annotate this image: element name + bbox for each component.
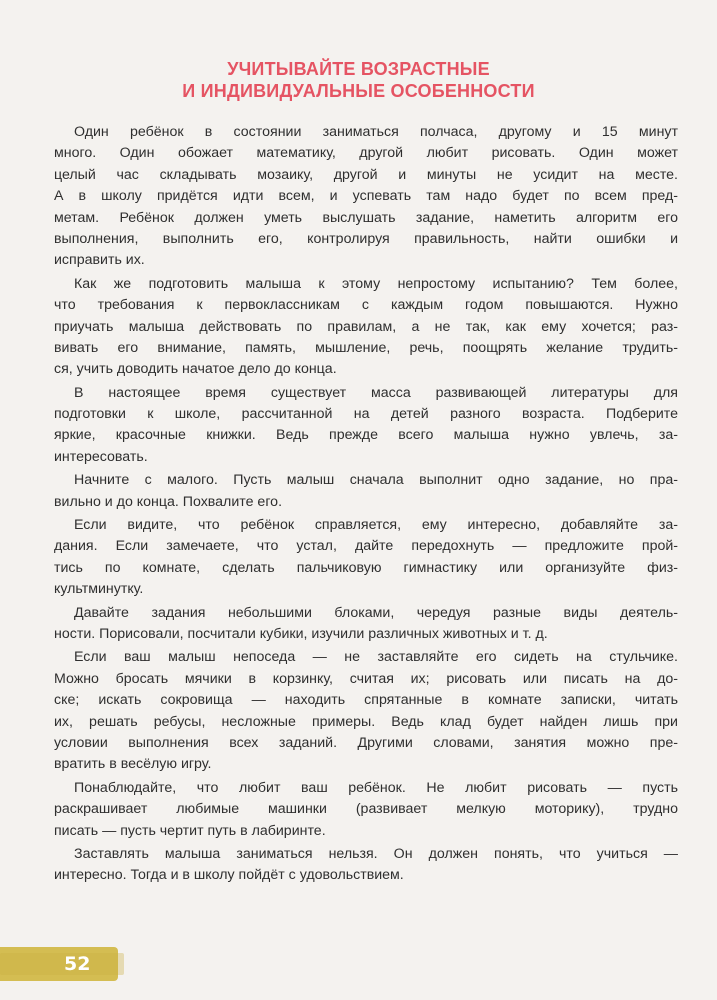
paragraph [54, 778, 678, 842]
text-line: ске; искать сокровища — находить спрятанные в комнате записки, читать [54, 692, 678, 709]
text-line: условии выполнения всех заданий. Другими словами, занятия можно пре- [54, 734, 678, 751]
text-line: выполнения, выполнить его, контролируя правильность, найти ошибки и [54, 230, 678, 247]
text-line: исправить их. [54, 252, 145, 269]
text-line: Давайте задания небольшими блоками, чередуя разные виды деятель- [74, 604, 678, 621]
paragraph [54, 603, 678, 646]
text-line: Если видите, что ребёнок справляется, ему интересно, добавляйте за- [74, 517, 678, 534]
text-line: что требования к первоклассникам с каждым годом повышаются. Нужно [54, 297, 678, 314]
body-text [54, 122, 678, 889]
text-line: писать — пусть чертит путь в лабиринте. [54, 822, 326, 839]
paragraph [54, 274, 678, 381]
text-line: раскрашивает любимые машинки (развивает мелкую моторику), трудно [54, 801, 678, 818]
text-line: яркие, красочные книжки. Ведь прежде всего малыша нужно увлечь, за- [54, 427, 678, 444]
text-line: А в школу придётся идти всем, и успевать там надо будет по всем пред- [54, 188, 678, 205]
paragraph [54, 515, 678, 601]
title-line-1: УЧИТЫВАЙТЕ ВОЗРАСТНЫЕ [227, 59, 490, 79]
title-line-2: И ИНДИВИДУАЛЬНЫЕ ОСОБЕННОСТИ [182, 81, 535, 101]
text-line: Можно бросать мячики в корзинку, считая их; рисовать или писать на до- [54, 670, 678, 687]
text-line: Если ваш малыш непоседа — не заставляйте его сидеть на стульчике. [74, 649, 678, 666]
text-line: вратить в весёлую игру. [54, 756, 212, 773]
paragraph [54, 122, 678, 272]
text-line: их, решать ребусы, несложные примеры. Ведь клад будет найден лишь при [54, 713, 678, 730]
text-line: Понаблюдайте, что любит ваш ребёнок. Не любит рисовать — пусть [74, 779, 678, 796]
text-line: культминутку. [54, 581, 144, 598]
text-line: Заставлять малыша заниматься нельзя. Он должен понять, что учиться — [74, 845, 678, 862]
paragraph [54, 470, 678, 513]
text-line: ности. Порисовали, посчитали кубики, изучили различных животных и т. д. [54, 625, 548, 642]
text-line: интересовать. [54, 448, 148, 465]
text-line: вивать его внимание, память, мышление, речь, поощрять желание трудить- [54, 339, 678, 356]
paragraph [54, 647, 678, 775]
text-line: приучать малыша действовать по правилам, а не так, как ему хочется; раз- [54, 318, 678, 335]
text-line: метам. Ребёнок должен уметь выслушать задание, наметить алгоритм его [54, 209, 678, 226]
paragraph [54, 844, 678, 887]
text-line: интересно. Тогда и в школу пойдёт с удовольствием. [54, 867, 404, 884]
page-title [0, 58, 717, 102]
page-number-badge [0, 947, 118, 981]
text-line: В настоящее время существует масса развивающей литературы для [74, 384, 678, 401]
text-line: дания. Если замечаете, что устал, дайте передохнуть — предложите прой- [54, 538, 678, 555]
page-number: 52 [64, 953, 91, 975]
text-line: Один ребёнок в состоянии заниматься полчаса, другому и 15 минут [74, 124, 678, 140]
text-line: Начните с малого. Пусть малыш сначала выполнит одно задание, но пра- [74, 472, 678, 489]
text-line: ся, учить доводить начатое дело до конца. [54, 361, 337, 378]
text-line: подготовки к школе, рассчитанной на детей разного возраста. Подберите [54, 406, 678, 423]
text-line: Как же подготовить малыша к этому непростому испытанию? Тем более, [74, 275, 678, 292]
text-line: много. Один обожает математику, другой любит рисовать. Один может [54, 145, 678, 162]
paragraph [54, 383, 678, 469]
text-line: тись по комнате, сделать пальчиковую гимнастику или организуйте физ- [54, 559, 678, 576]
text-line: вильно и до конца. Похвалите его. [54, 493, 283, 510]
text-line: целый час складывать мозаику, другой и минуты не усидит на месте. [54, 166, 678, 183]
